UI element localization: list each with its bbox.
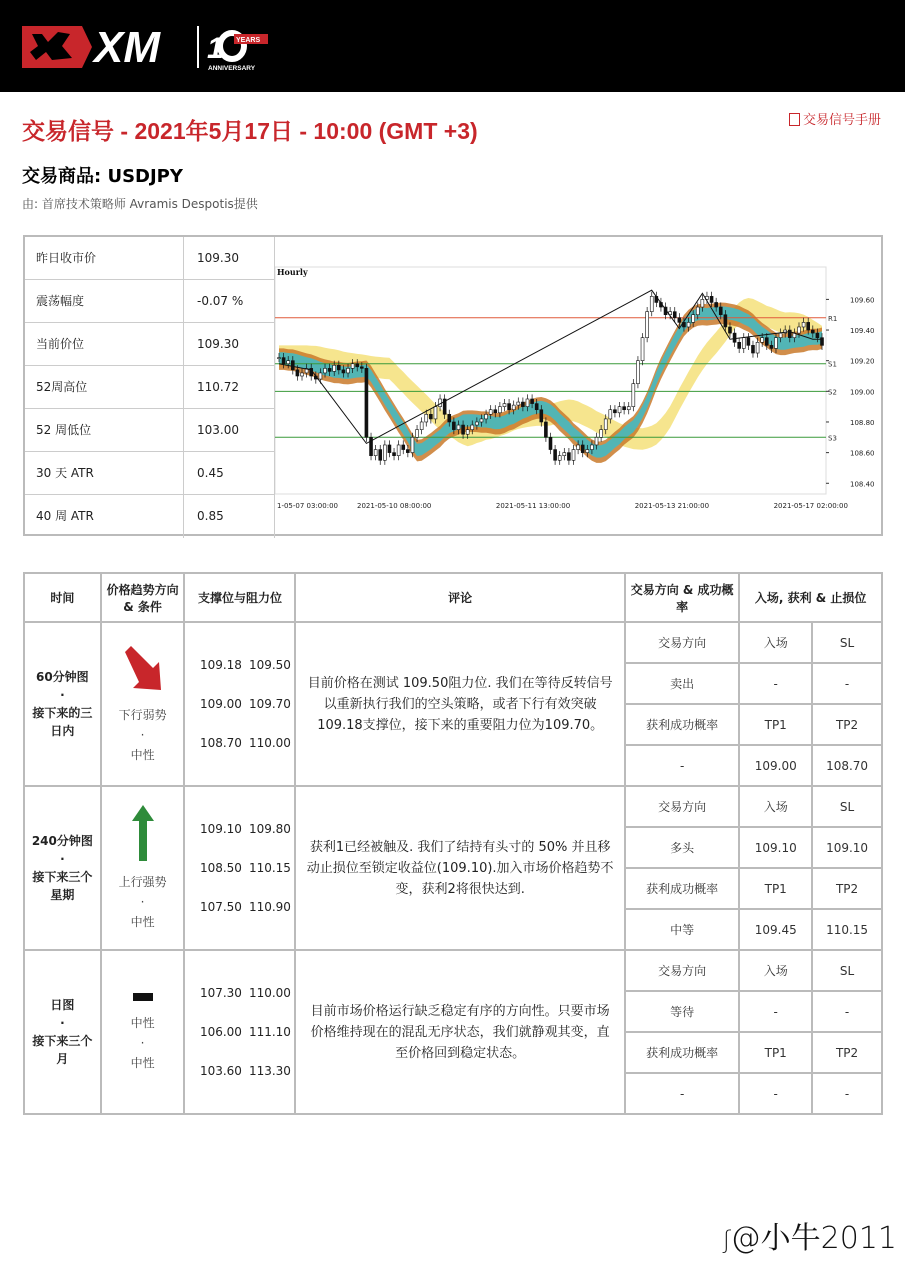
trend-line: 下行弱势	[118, 707, 167, 722]
stat-value: 109.30	[184, 237, 275, 279]
candle-body	[733, 333, 736, 342]
stat-row	[25, 495, 275, 538]
candle-body	[434, 407, 437, 419]
comment-cell: 获利1已经被触及. 我们了结持有头寸的 50% 并且移动止损位至锁定收益位(109.10).加入市场价格趋势不变，获利2将很快达到.	[295, 786, 624, 950]
resistance-level: 109.80	[248, 821, 291, 836]
svg-text:1: 1	[207, 32, 224, 65]
candle-body	[420, 422, 423, 430]
stat-value: 110.72	[184, 366, 275, 408]
candle-body	[466, 430, 469, 435]
x-tick-label: 2021-05-11 13:00:00	[495, 502, 571, 510]
candle-body	[678, 318, 681, 323]
candle-body	[728, 327, 731, 333]
x-tick-label: 1-05-07 03:00:00	[277, 502, 338, 510]
trade-cell: -	[739, 663, 812, 704]
timeframe-line: 日图	[50, 998, 75, 1012]
trade-cell: 获利成功概率	[625, 1032, 739, 1073]
candle-body	[554, 450, 557, 461]
support-level: 106.00	[199, 1024, 242, 1039]
candle-body	[563, 453, 566, 456]
y-tick-label: 109.00	[850, 388, 875, 397]
support-level: 103.60	[199, 1063, 242, 1078]
timeframe-line: ·	[60, 852, 65, 866]
candle-body	[540, 410, 543, 422]
trade-cell: 109.45	[739, 909, 812, 950]
candle-body	[719, 307, 722, 315]
candle-body	[646, 312, 649, 338]
candle-body	[503, 404, 506, 407]
trade-cell: TP1	[739, 704, 812, 745]
trade-cell: SL	[812, 622, 882, 663]
stat-value: -0.07 %	[184, 280, 275, 322]
candle-body	[797, 327, 800, 333]
support-level: 108.50	[199, 860, 242, 875]
candle-body	[567, 453, 570, 461]
candle-body	[485, 414, 488, 419]
candle-body	[724, 315, 727, 327]
levels-cell	[184, 950, 295, 1114]
timeframe-line: 接下来三个	[32, 1034, 93, 1048]
level-label-r1: R1	[828, 314, 838, 323]
level-pair	[196, 1052, 294, 1091]
trade-cell: 交易方向	[625, 786, 739, 827]
candle-body	[383, 445, 386, 460]
candle-body	[742, 338, 745, 349]
trade-cell: 多头	[625, 827, 739, 868]
trade-cell: -	[625, 1073, 739, 1114]
y-tick-label: 109.40	[850, 327, 875, 336]
candle-body	[627, 407, 630, 410]
candle-body	[508, 404, 511, 410]
candle-body	[374, 450, 377, 456]
resistance-level: 111.10	[248, 1024, 291, 1039]
stat-label: 40 周 ATR	[25, 495, 184, 538]
candle-body	[774, 338, 777, 349]
signal-table	[23, 572, 883, 1115]
stat-row	[25, 237, 275, 280]
timeframe-line: 60分钟图	[35, 670, 89, 684]
y-tick-label: 109.20	[850, 357, 875, 366]
support-level: 107.50	[199, 899, 242, 914]
hourly-chart	[275, 237, 881, 534]
table-row	[24, 786, 882, 827]
x-tick-label: 2021-05-10 08:00:00	[357, 502, 432, 510]
candle-body	[319, 373, 322, 379]
candle-body	[641, 338, 644, 361]
stat-label: 震荡幅度	[25, 280, 184, 322]
trade-cell: SL	[812, 786, 882, 827]
trade-cell: TP1	[739, 1032, 812, 1073]
candle-body	[600, 430, 603, 438]
candle-body	[452, 422, 455, 430]
instrument-symbol: 交易商品: USDJPY	[22, 166, 183, 187]
xm-logo	[22, 22, 282, 72]
candle-body	[632, 384, 635, 407]
trend-cell	[101, 786, 185, 950]
level-pair	[196, 724, 294, 763]
candle-body	[411, 437, 414, 452]
chart-svg	[275, 237, 881, 534]
candle-body	[480, 419, 483, 422]
candle-body	[802, 322, 805, 327]
candle-body	[673, 312, 676, 318]
resistance-level: 113.30	[248, 1063, 291, 1078]
header-bar	[0, 0, 905, 92]
candle-body	[333, 365, 336, 371]
support-level: 107.30	[199, 985, 242, 1000]
candle-body	[475, 422, 478, 425]
candle-body	[692, 315, 695, 323]
pdf-icon	[789, 113, 800, 126]
stat-label: 52周高位	[25, 366, 184, 408]
resistance-level: 109.50	[248, 657, 291, 672]
stat-label: 当前价位	[25, 323, 184, 365]
candle-body	[701, 299, 704, 307]
trade-cell: 109.00	[739, 745, 812, 786]
stat-value: 0.45	[184, 452, 275, 494]
timeframe-line: 日内	[50, 724, 75, 738]
trend-line: 上行强势	[118, 874, 167, 889]
trade-cell: 入场	[739, 622, 812, 663]
candle-body	[393, 453, 396, 456]
trade-cell: 等待	[625, 991, 739, 1032]
candle-body	[379, 450, 382, 461]
watermark	[723, 1213, 897, 1257]
levels-cell	[184, 622, 295, 786]
candle-body	[356, 364, 359, 367]
candle-body	[406, 450, 409, 453]
trade-cell: 110.15	[812, 909, 882, 950]
resistance-level: 110.90	[248, 899, 291, 914]
candle-body	[572, 450, 575, 461]
stat-label: 30 天 ATR	[25, 452, 184, 494]
candle-body	[715, 302, 718, 307]
comment-cell: 目前市场价格运行缺乏稳定有序的方向性。只要市场价格维持现在的混乱无序状态，我们就静观其变，直至价格回到稳定状态。	[295, 950, 624, 1114]
candle-body	[342, 370, 345, 373]
candle-body	[687, 322, 690, 327]
stat-label: 52 周低位	[25, 409, 184, 451]
candle-body	[613, 410, 616, 413]
level-pair	[196, 888, 294, 927]
trend-line: 中性	[130, 914, 155, 929]
candle-body	[425, 414, 428, 422]
candle-body	[287, 361, 290, 364]
stat-row	[25, 452, 275, 495]
trend-cell	[101, 950, 185, 1114]
trade-cell: -	[812, 1073, 882, 1114]
stat-label: 昨日收市价	[25, 237, 184, 279]
candle-body	[429, 414, 432, 419]
trend-line: ·	[140, 727, 145, 742]
candle-body	[811, 330, 814, 333]
timeframe-cell	[24, 950, 101, 1114]
level-label-s1: S1	[828, 360, 837, 369]
comment-cell: 目前价格在测试 109.50阻力位. 我们在等待反转信号以重新执行我们的空头策略，或者下行有效突破109.18支撑位，接下来的重要阻力位为109.70。	[295, 622, 624, 786]
signal-manual-label: 交易信号手册	[802, 113, 881, 128]
candle-body	[604, 419, 607, 430]
watermark-text: @小牛2011	[730, 1221, 897, 1256]
logo-text: XM	[94, 23, 160, 72]
candle-body	[278, 358, 281, 359]
timeframe-cell	[24, 786, 101, 950]
stat-value: 109.30	[184, 323, 275, 365]
trade-cell: 109.10	[812, 827, 882, 868]
header-levels: 支撑位与阻力位	[184, 573, 295, 622]
trade-cell: -	[625, 745, 739, 786]
resistance-level: 110.15	[248, 860, 291, 875]
page-title: 交易信号 - 2021年5月17日 - 10:00 (GMT +3)	[22, 118, 478, 144]
trend-line: ·	[140, 894, 145, 909]
trade-cell: TP2	[812, 704, 882, 745]
candle-body	[328, 368, 331, 371]
candle-body	[282, 358, 285, 364]
candle-body	[388, 445, 391, 453]
header-direction: 交易方向 & 成功概率	[625, 573, 739, 622]
stat-row	[25, 323, 275, 366]
level-label-s2: S2	[828, 388, 837, 397]
resistance-level: 110.00	[248, 735, 291, 750]
table-row	[24, 622, 882, 663]
candle-body	[324, 368, 327, 373]
stat-row	[25, 366, 275, 409]
stats-table	[25, 237, 275, 538]
candle-body	[738, 342, 741, 348]
neutral-bar-icon	[102, 991, 184, 1005]
trend-line: ·	[140, 1036, 145, 1050]
support-level: 108.70	[199, 735, 242, 750]
y-tick-label: 108.60	[850, 449, 875, 458]
svg-text:YEARS: YEARS	[236, 37, 261, 44]
candle-body	[549, 437, 552, 449]
candle-body	[448, 414, 451, 422]
level-pair	[196, 685, 294, 724]
candle-body	[577, 445, 580, 450]
candle-body	[531, 399, 534, 404]
x-tick-label: 2021-05-13 21:00:00	[634, 502, 710, 510]
header-entry: 入场, 获利 & 止损位	[739, 573, 882, 622]
timeframe-line: ·	[60, 688, 65, 702]
stat-row	[25, 280, 275, 323]
trade-cell: 交易方向	[625, 950, 739, 991]
chart-title: Hourly	[277, 267, 308, 277]
trend-line: 中性	[130, 1016, 155, 1030]
trade-cell: 入场	[739, 950, 812, 991]
trade-cell: TP2	[812, 868, 882, 909]
trade-cell: 获利成功概率	[625, 868, 739, 909]
candle-body	[365, 368, 368, 437]
timeframe-line: 月	[56, 1052, 69, 1066]
timeframe-cell	[24, 622, 101, 786]
trade-cell: TP2	[812, 1032, 882, 1073]
candle-body	[770, 345, 773, 348]
candle-body	[337, 365, 340, 370]
trend-cell	[101, 622, 185, 786]
candle-body	[618, 407, 621, 413]
candle-body	[517, 402, 520, 405]
candle-body	[402, 445, 405, 450]
timeframe-line: 接下来三个	[32, 870, 93, 884]
candle-body	[471, 425, 474, 430]
header-trend: 价格趋势方向 & 条件	[101, 573, 185, 622]
level-pair	[196, 974, 294, 1013]
candle-body	[581, 445, 584, 453]
candle-body	[544, 422, 547, 437]
y-tick-label: 108.40	[850, 480, 875, 489]
level-pair	[196, 646, 294, 685]
candle-body	[590, 445, 593, 450]
resistance-level: 109.70	[248, 696, 291, 711]
trade-cell: 获利成功概率	[625, 704, 739, 745]
trade-cell: -	[739, 991, 812, 1032]
support-level: 109.00	[199, 696, 242, 711]
trade-cell: SL	[812, 950, 882, 991]
candle-body	[512, 405, 515, 410]
candle-body	[761, 338, 764, 343]
support-level: 109.18	[199, 657, 242, 672]
trade-cell: TP1	[739, 868, 812, 909]
y-tick-label: 108.80	[850, 418, 875, 427]
candle-body	[360, 367, 363, 369]
header-time: 时间	[24, 573, 101, 622]
candle-body	[489, 410, 492, 415]
stat-row	[25, 409, 275, 452]
candle-body	[696, 307, 699, 315]
up-arrow-green-icon	[102, 805, 184, 864]
y-tick-label: 109.60	[850, 296, 875, 305]
candle-body	[535, 404, 538, 410]
timeframe-line: 星期	[50, 888, 75, 902]
candle-body	[765, 338, 768, 346]
candle-body	[650, 296, 653, 311]
candle-body	[416, 430, 419, 438]
level-label-s3: S3	[828, 434, 837, 443]
trade-cell: -	[812, 991, 882, 1032]
watermark-logo-icon: ʃ	[722, 1226, 731, 1254]
candle-body	[586, 450, 589, 453]
level-pair	[196, 810, 294, 849]
candle-body	[521, 402, 524, 407]
trade-cell: 入场	[739, 786, 812, 827]
resistance-level: 110.00	[248, 985, 291, 1000]
candle-body	[351, 364, 354, 369]
candle-body	[623, 407, 626, 410]
candle-body	[498, 407, 501, 413]
header-comment: 评论	[295, 573, 624, 622]
x-tick-label: 2021-05-17 02:00:00	[773, 502, 848, 510]
candle-body	[462, 425, 465, 434]
candle-body	[816, 333, 819, 338]
stat-value: 0.85	[184, 495, 275, 538]
candle-body	[296, 370, 299, 376]
table-row	[24, 950, 882, 991]
candle-body	[526, 399, 529, 407]
candle-body	[807, 322, 810, 330]
candle-body	[347, 368, 350, 373]
candle-body	[756, 342, 759, 353]
signal-manual-link[interactable]	[789, 109, 881, 128]
candle-body	[779, 333, 782, 338]
trade-cell: 108.70	[812, 745, 882, 786]
trade-cell: -	[812, 663, 882, 704]
candle-body	[751, 345, 754, 353]
timeframe-line: 240分钟图	[31, 834, 93, 848]
level-pair	[196, 1013, 294, 1052]
summary-box	[23, 235, 883, 536]
support-level: 109.10	[199, 821, 242, 836]
candle-body	[291, 361, 294, 370]
trade-cell: 卖出	[625, 663, 739, 704]
candle-body	[747, 338, 750, 346]
down-arrow-red-icon	[102, 644, 184, 697]
author-credit: 由: 首席技术策略师 Avramis Despotis提供	[22, 197, 258, 211]
svg-text:ANNIVERSARY: ANNIVERSARY	[208, 65, 256, 72]
trade-cell: 交易方向	[625, 622, 739, 663]
timeframe-line: 接下来的三	[32, 706, 93, 720]
level-pair	[196, 849, 294, 888]
candle-body	[558, 456, 561, 461]
trade-cell: -	[739, 1073, 812, 1114]
candle-body	[494, 410, 497, 413]
candle-body	[595, 437, 598, 445]
timeframe-line: ·	[60, 1016, 65, 1030]
levels-cell	[184, 786, 295, 950]
trade-cell: 中等	[625, 909, 739, 950]
candle-body	[397, 445, 400, 456]
stat-value: 103.00	[184, 409, 275, 451]
candle-body	[710, 296, 713, 302]
trade-cell: 109.10	[739, 827, 812, 868]
candle-body	[301, 373, 304, 376]
candle-body	[457, 425, 460, 430]
trend-line: 中性	[130, 747, 155, 762]
candle-body	[636, 361, 639, 384]
candle-body	[609, 410, 612, 419]
trend-line: 中性	[130, 1056, 155, 1070]
